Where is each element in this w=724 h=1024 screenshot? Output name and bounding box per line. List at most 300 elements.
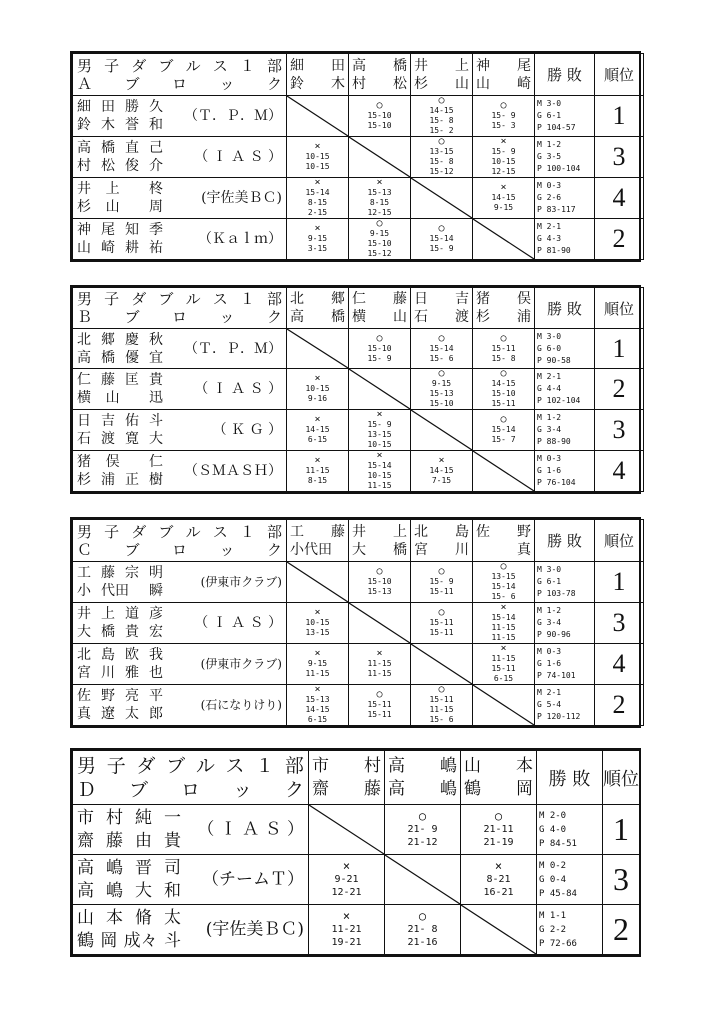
game-score: 15- 3 — [491, 121, 516, 130]
opponent-line-1 — [290, 523, 345, 541]
diagonal-line — [287, 96, 348, 136]
opponent-char: 鶴 — [464, 778, 481, 799]
game-score: 15- 6 — [429, 353, 454, 363]
win-mark: ○ — [376, 100, 383, 111]
name-char: 介 — [149, 158, 163, 174]
player-name-1 — [77, 221, 163, 239]
record-line: M 1-2 — [537, 606, 562, 615]
player-name-1 — [77, 180, 163, 198]
record-line: P 81-90 — [537, 246, 571, 255]
opponent-header — [411, 288, 473, 329]
loss-mark: × — [494, 859, 503, 873]
game-score: 10-15 — [305, 618, 330, 627]
rank-value: 1 — [612, 101, 626, 130]
opponent-header — [349, 288, 411, 329]
record-line: G 3-4 — [537, 425, 562, 434]
opponent-char: 北 — [414, 523, 428, 540]
game-score: 15-11 — [429, 628, 454, 637]
player-name-2 — [77, 116, 163, 134]
game-score: 15-14 — [491, 582, 516, 591]
name-char: 我 — [149, 647, 163, 663]
header-row — [73, 751, 640, 805]
title-line-2 — [77, 75, 282, 93]
match-result-cell — [287, 369, 349, 410]
game-score: 15-11 — [491, 343, 516, 353]
name-char: 杉 — [77, 472, 91, 488]
game-score: 15- 6 — [491, 592, 516, 601]
name-char: 山 — [105, 199, 120, 215]
name-char: 迅 — [148, 390, 163, 406]
game-score: 12-15 — [491, 167, 516, 176]
name-char: 北 — [77, 331, 91, 348]
win-mark: ○ — [376, 689, 383, 700]
name-char: 秋 — [149, 331, 163, 348]
name-char: 和 — [149, 117, 163, 133]
game-score: 21- 9 — [407, 824, 438, 835]
opponent-line-1 — [476, 290, 531, 308]
self-match-cell — [349, 137, 411, 178]
name-char: 佑 — [125, 413, 139, 429]
match-result-cell — [411, 96, 473, 137]
table-row — [73, 644, 644, 685]
opponent-char: 村 — [352, 75, 366, 92]
record-line: P 90-58 — [537, 355, 571, 365]
game-score: 15-13 — [429, 389, 454, 398]
title-char: ク — [266, 308, 282, 326]
title-char: Ｂ — [77, 308, 93, 326]
rank-value: 2 — [612, 224, 626, 253]
name-char: 彦 — [149, 606, 163, 622]
table-row — [73, 451, 644, 492]
loss-mark: × — [500, 136, 507, 147]
opponent-line-1 — [476, 57, 531, 75]
game-score: 10-15 — [491, 157, 516, 166]
record-line: G 1-6 — [537, 466, 562, 475]
title-line-2 — [77, 778, 304, 802]
name-char: 橋 — [101, 349, 115, 366]
opponent-char: 橋 — [331, 309, 345, 325]
opponent-char: 野 — [517, 523, 531, 540]
opponent-char: 細 — [290, 57, 304, 74]
opponent-line-2 — [312, 778, 381, 801]
match-result-cell — [349, 96, 411, 137]
game-score: 15- 9 — [367, 420, 392, 429]
name-char: 俊 — [125, 158, 139, 174]
team-name: (伊東市クラブ) — [200, 657, 282, 671]
record-cell — [537, 905, 603, 955]
loss-mark: × — [438, 455, 445, 466]
record-cell — [535, 603, 595, 644]
name-char: 横 — [77, 390, 91, 406]
game-score: 15-14 — [305, 188, 330, 197]
record-line: P 100-104 — [537, 164, 581, 173]
player-name-2 — [77, 623, 163, 641]
opponent-header — [473, 520, 535, 562]
title-char: 子 — [104, 290, 120, 308]
opponent-line-2 — [464, 778, 533, 801]
win-mark: ○ — [438, 95, 445, 106]
game-score: 8-15 — [369, 198, 390, 207]
name-char: 高 — [77, 349, 91, 366]
name-char: 田 — [101, 99, 115, 115]
result-block — [70, 285, 641, 494]
rank-label: 順位 — [603, 532, 634, 550]
game-score: 15- 6 — [429, 715, 454, 724]
game-score: 11-15 — [367, 659, 392, 668]
block-title — [73, 751, 309, 805]
name-char: 吉 — [101, 413, 115, 429]
title-char: 部 — [266, 522, 282, 541]
player-name-2 — [77, 582, 163, 600]
title-char: ス — [225, 754, 245, 777]
table-row — [73, 855, 640, 905]
opponent-char: 俣 — [517, 291, 531, 307]
name-char: 木 — [101, 117, 115, 133]
loss-mark: × — [314, 414, 321, 425]
name-char: 高 — [77, 857, 94, 878]
opponent-line-1 — [352, 290, 407, 308]
name-char: 優 — [125, 349, 139, 366]
opponent-line-1 — [464, 755, 533, 778]
name-char: 周 — [148, 199, 163, 215]
opponent-char: 松 — [393, 75, 407, 92]
self-match-cell — [287, 96, 349, 137]
game-score: 15-11 — [429, 587, 454, 596]
player-pair — [73, 805, 309, 855]
opponent-char: 井 — [414, 57, 428, 74]
title-char: ブ — [158, 290, 174, 308]
win-mark: ○ — [438, 566, 445, 577]
table-row — [73, 905, 640, 955]
record-cell — [537, 805, 603, 855]
result-table — [72, 53, 644, 260]
match-result-cell — [287, 410, 349, 451]
game-score: 15- 9 — [429, 577, 454, 586]
title-char: ッ — [219, 540, 235, 559]
opponent-char: 猪 — [476, 291, 490, 307]
game-score: 15-10 — [367, 111, 392, 120]
game-score: 15-13 — [367, 587, 392, 596]
record-cell — [535, 369, 595, 410]
name-char: 嶋 — [106, 880, 123, 901]
player-pair — [73, 644, 287, 685]
opponent-char: 上 — [393, 523, 407, 540]
player-name-2 — [77, 430, 163, 448]
match-result-cell — [385, 805, 461, 855]
game-score: 15-11 — [491, 664, 516, 673]
opponent-char: 齋 — [312, 778, 329, 799]
opponent-char: 仁 — [352, 291, 366, 307]
game-score: 15-14 — [491, 425, 516, 434]
record-line: M 0-3 — [537, 181, 562, 190]
title-char: 男 — [77, 290, 93, 308]
name-char: 藤 — [101, 565, 115, 581]
opponent-char: 藤 — [331, 523, 345, 540]
opponent-char: 高 — [388, 778, 405, 799]
player-pair — [73, 137, 287, 178]
opponent-line-2 — [290, 75, 345, 93]
record-line: P 76-104 — [537, 478, 576, 487]
rank-value: 4 — [612, 456, 626, 485]
win-mark: ○ — [500, 414, 507, 425]
team-name: (宇佐美ＢＣ) — [201, 190, 282, 206]
match-result-cell — [461, 855, 537, 905]
diagonal-line — [411, 178, 472, 218]
rank-cell — [603, 905, 640, 955]
name-char: 大 — [135, 880, 152, 901]
player-pair — [73, 905, 309, 955]
name-char: 村 — [77, 158, 91, 174]
win-mark: ○ — [376, 218, 383, 229]
title-char: ス — [212, 56, 228, 75]
match-result-cell — [473, 644, 535, 685]
name-char: 太 — [164, 907, 181, 928]
title-line-1 — [77, 523, 282, 541]
header-row — [73, 54, 644, 96]
opponent-line-2 — [388, 778, 457, 801]
title-char: ル — [185, 56, 201, 75]
title-char: Ｄ — [77, 778, 97, 801]
opponent-char: 郷 — [331, 291, 345, 307]
table-row — [73, 685, 644, 726]
title-line-1 — [77, 290, 282, 308]
player-name-1 — [77, 139, 163, 157]
match-result-cell — [473, 178, 535, 219]
title-char: １ — [255, 754, 275, 777]
title-char: 子 — [104, 56, 120, 75]
name-char: 神 — [77, 222, 91, 238]
title-char: ク — [284, 778, 304, 801]
opponent-char: 橋 — [393, 541, 407, 558]
win-mark: ○ — [438, 136, 445, 147]
game-score: 16-21 — [483, 887, 514, 898]
title-char: Ａ — [77, 74, 93, 93]
game-score: 21- 8 — [407, 924, 438, 935]
game-score: 12-21 — [331, 887, 362, 898]
game-score: 9-16 — [307, 394, 328, 403]
player-name-2 — [77, 389, 163, 407]
match-result-cell — [349, 562, 411, 603]
opponent-char: 高 — [388, 755, 405, 776]
rank-value: 3 — [613, 861, 629, 897]
win-loss-label: 勝 敗 — [547, 66, 582, 84]
win-mark: ○ — [438, 368, 445, 379]
title-char: ロ — [171, 74, 187, 93]
win-mark: ○ — [500, 368, 507, 379]
opponent-header — [461, 751, 537, 805]
self-match-cell — [287, 329, 349, 369]
game-score: 10-15 — [305, 384, 330, 393]
name-char: 杉 — [77, 199, 91, 215]
self-match-cell — [287, 562, 349, 603]
win-mark: ○ — [376, 566, 383, 577]
opponent-line-2 — [352, 541, 407, 559]
opponent-char: 上 — [455, 57, 469, 74]
title-char: ッ — [219, 74, 235, 93]
rank-value: 2 — [612, 690, 626, 719]
game-score: 15-14 — [491, 613, 516, 622]
record-line: M 3-0 — [537, 99, 562, 108]
name-char: 猪 — [77, 454, 91, 470]
opponent-header — [309, 751, 385, 805]
diagonal-line — [461, 905, 536, 954]
record-line: P 45-84 — [539, 888, 577, 899]
diagonal-line — [411, 410, 472, 450]
name-char: 岡 — [100, 930, 118, 951]
game-score: 8-21 — [486, 874, 511, 885]
game-score: 8-15 — [307, 198, 328, 207]
record-line: M 0-3 — [537, 647, 562, 656]
game-score: 9-15 — [431, 379, 452, 388]
loss-mark: × — [314, 648, 321, 659]
game-score: 9-15 — [307, 659, 328, 668]
player-name-1 — [77, 98, 163, 116]
opponent-line-2 — [352, 75, 407, 93]
title-char: ス — [212, 290, 228, 308]
match-result-cell — [349, 685, 411, 726]
title-line-2 — [77, 541, 282, 559]
rank-value: 1 — [613, 811, 629, 847]
name-char: 佐 — [77, 688, 91, 704]
diagonal-line — [411, 644, 472, 684]
name-char: 也 — [149, 665, 163, 681]
title-char: ダ — [131, 522, 147, 541]
rank-value: 4 — [612, 183, 626, 212]
name-char: 樹 — [149, 472, 163, 488]
player-name-2 — [77, 471, 163, 489]
record-line: M 3-0 — [537, 331, 562, 341]
table-row — [73, 805, 640, 855]
title-char: ブ — [128, 778, 148, 801]
title-char: ブ — [166, 754, 186, 777]
win-mark: ○ — [438, 223, 445, 234]
name-char: 純 — [135, 807, 152, 828]
game-score: 11-15 — [367, 669, 392, 678]
name-char: 平 — [149, 688, 163, 704]
opponent-header — [411, 520, 473, 562]
name-char: 遼 — [101, 706, 115, 722]
game-score: 21-11 — [483, 824, 514, 835]
opponent-line-1 — [312, 755, 381, 778]
player-name-1 — [77, 412, 163, 430]
game-score: 21-19 — [483, 837, 514, 848]
name-char: 井 — [77, 606, 91, 622]
record-line: G 3-4 — [537, 618, 562, 627]
opponent-header — [287, 288, 349, 329]
player-name-1 — [77, 331, 163, 349]
table-row — [73, 329, 644, 369]
table-row — [73, 178, 644, 219]
match-result-cell — [287, 685, 349, 726]
self-match-cell — [461, 905, 537, 955]
title-char: ル — [185, 290, 201, 308]
self-match-cell — [411, 410, 473, 451]
diagonal-line — [473, 219, 534, 259]
name-char: 橋 — [101, 624, 115, 640]
opponent-line-1 — [352, 57, 407, 75]
rank-cell — [595, 410, 644, 451]
name-char: 直 — [125, 140, 139, 156]
name-char: 瞬 — [149, 583, 163, 599]
rank-cell — [595, 96, 644, 137]
record-line: M 3-0 — [537, 565, 562, 574]
name-char: 本 — [106, 907, 123, 928]
self-match-cell — [411, 178, 473, 219]
rank-header — [595, 520, 644, 562]
result-block — [70, 517, 641, 728]
win-loss-header — [535, 288, 595, 329]
name-char: 日 — [77, 413, 91, 429]
game-score: 15-11 — [429, 618, 454, 627]
match-result-cell — [411, 329, 473, 369]
opponent-char: 真 — [517, 541, 531, 558]
title-char: ブ — [124, 308, 140, 326]
loss-mark: × — [500, 182, 507, 193]
opponent-char: 神 — [476, 57, 490, 74]
name-char: 尾 — [101, 222, 115, 238]
opponent-char: 小代田 — [290, 541, 332, 558]
self-match-cell — [349, 603, 411, 644]
rank-cell — [603, 805, 640, 855]
title-char: ロ — [171, 308, 187, 326]
game-score: 15- 7 — [491, 435, 516, 444]
name-char: 川 — [101, 665, 115, 681]
name-char: 渡 — [101, 431, 115, 447]
opponent-char: 藤 — [364, 778, 381, 799]
game-score: 10-15 — [305, 162, 330, 171]
rank-label: 順位 — [603, 768, 639, 790]
diagonal-line — [473, 685, 534, 725]
name-char: 誉 — [125, 117, 139, 133]
name-char: 高 — [77, 140, 91, 156]
game-score: 14-15 — [429, 106, 454, 115]
name-char: 北 — [77, 647, 91, 663]
record-line: M 1-2 — [537, 140, 562, 149]
player-name-2 — [77, 930, 181, 953]
rank-value: 1 — [612, 567, 626, 596]
opponent-line-2 — [290, 541, 345, 559]
match-result-cell — [411, 603, 473, 644]
opponent-line-1 — [414, 290, 469, 308]
record-line: G 2-6 — [537, 193, 562, 202]
rank-value: 2 — [612, 374, 626, 403]
game-score: 6-15 — [307, 715, 328, 724]
self-match-cell — [473, 219, 535, 260]
block-title — [73, 288, 287, 329]
opponent-char: 高 — [352, 57, 366, 74]
win-mark: ○ — [438, 332, 445, 344]
game-score: 6-15 — [493, 674, 514, 683]
opponent-line-1 — [476, 523, 531, 541]
match-result-cell — [385, 905, 461, 955]
title-char: 男 — [77, 56, 93, 75]
title-char: １ — [239, 290, 255, 308]
rank-header — [595, 54, 644, 96]
match-result-cell — [349, 410, 411, 451]
loss-mark: × — [376, 648, 383, 659]
name-char: 貴 — [125, 624, 139, 640]
title-char: 部 — [266, 290, 282, 308]
name-char: 高 — [77, 880, 94, 901]
game-score: 9-21 — [334, 874, 359, 885]
diagonal-line — [287, 562, 348, 602]
self-match-cell — [309, 805, 385, 855]
opponent-char: 佐 — [476, 523, 490, 540]
name-char: 橋 — [101, 140, 115, 156]
record-line: P 120-112 — [537, 712, 581, 721]
player-pair — [73, 562, 287, 603]
win-mark: ○ — [438, 607, 445, 618]
